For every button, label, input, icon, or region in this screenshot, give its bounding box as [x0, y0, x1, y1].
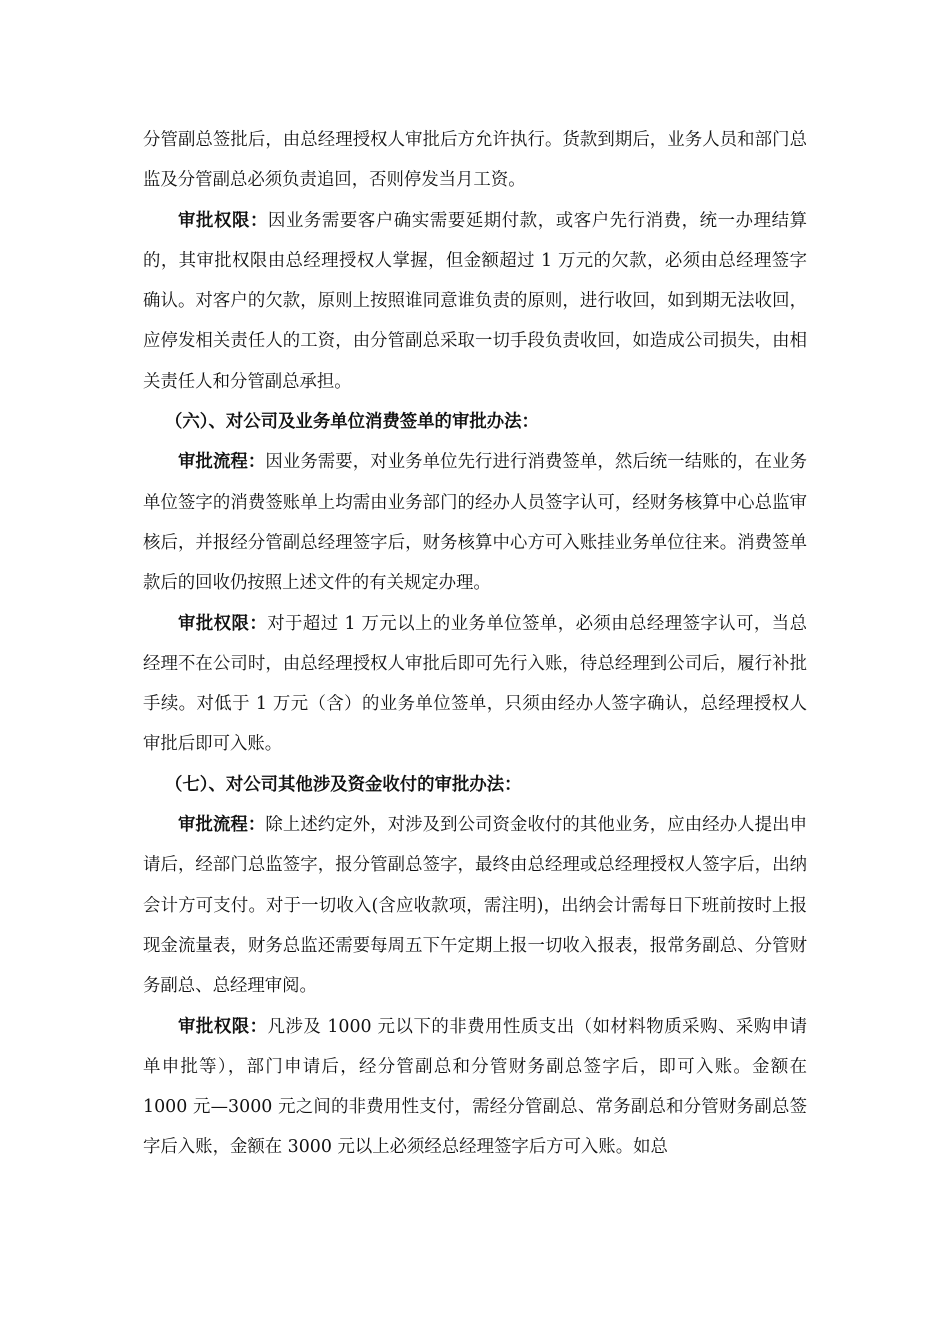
paragraph-lead-label: 审批权限： — [178, 613, 268, 634]
paragraph-lead-label: 审批权限： — [178, 1016, 268, 1037]
paragraph-approval-authority-credit — [143, 201, 807, 402]
paragraph-approval-process-signing — [143, 442, 807, 603]
section-heading-6 — [143, 402, 807, 442]
paragraph-approval-authority-signing — [143, 604, 807, 765]
document-page — [143, 120, 807, 1168]
paragraph-text: 因业务需要客户确实需要延期付款，或客户先行消费，统一办理结算的，其审批权限由总经理授权人掌握，但金额超过 1 万元的欠款，必须由总经理签字确认。对客户的欠款，原则上按照谁同意谁负责的原则，进行收回，如到期无法收回，应停发相关责任人的工资，由分管副总采取一切手段负责收回，如造成公司损失，由相关责任人和分管副总承担。 — [143, 210, 807, 392]
paragraph-lead-label: 审批流程： — [178, 452, 266, 473]
heading-text: （七）、对公司其他涉及资金收付的审批办法： — [165, 774, 522, 795]
paragraph-lead-label: 审批流程： — [178, 815, 266, 836]
paragraph-text: 除上述约定外，对涉及到公司资金收付的其他业务，应由经办人提出申请后，经部门总监签字，报分管副总签字，最终由总经理或总经理授权人签字后，出纳会计方可支付。对于一切收入(含应收款项，需注明)，出纳会计需每日下班前按时上报现金流量表，财务总监还需要每周五下午定期上报一切收入报表，报常务副总、分管财务副总、总经理审阅。 — [143, 815, 807, 997]
paragraph-approval-process-funds — [143, 805, 807, 1006]
paragraph-approval-authority-funds — [143, 1007, 807, 1168]
paragraph-text: 分管副总签批后，由总经理授权人审批后方允许执行。货款到期后，业务人员和部门总监及分管副总必须负责追回，否则停发当月工资。 — [143, 130, 807, 191]
heading-text: （六）、对公司及业务单位消费签单的审批办法： — [165, 412, 539, 433]
paragraph-text: 对于超过 1 万元以上的业务单位签单，必须由总经理签字认可，当总经理不在公司时，由总经理授权人审批后即可先行入账，待总经理到公司后，履行补批手续。对低于 1 万元（含）的业务单位签单，只须由经办人签字确认，总经理授权人审批后即可入账。 — [143, 613, 807, 755]
paragraph-lead-label: 审批权限： — [178, 210, 268, 231]
paragraph-approval-continued — [143, 120, 807, 201]
paragraph-text: 凡涉及 1000 元以下的非费用性质支出（如材料物质采购、采购申请单申批等），部门申请后，经分管副总和分管财务副总签字后，即可入账。金额在 1000 元—3000 元之间的非费用性支付，需经分管副总、常务副总和分管财务副总签字后入账，金额在 3000 元以上必须经总经理签字后方可入账。如总 — [143, 1016, 807, 1158]
section-heading-7 — [143, 765, 807, 805]
paragraph-text: 因业务需要，对业务单位先行进行消费签单，然后统一结账的，在业务单位签字的消费签账单上均需由业务部门的经办人员签字认可，经财务核算中心总监审核后，并报经分管副总经理签字后，财务核算中心方可入账挂业务单位往来。消费签单款后的回收仍按照上述文件的有关规定办理。 — [143, 452, 807, 594]
